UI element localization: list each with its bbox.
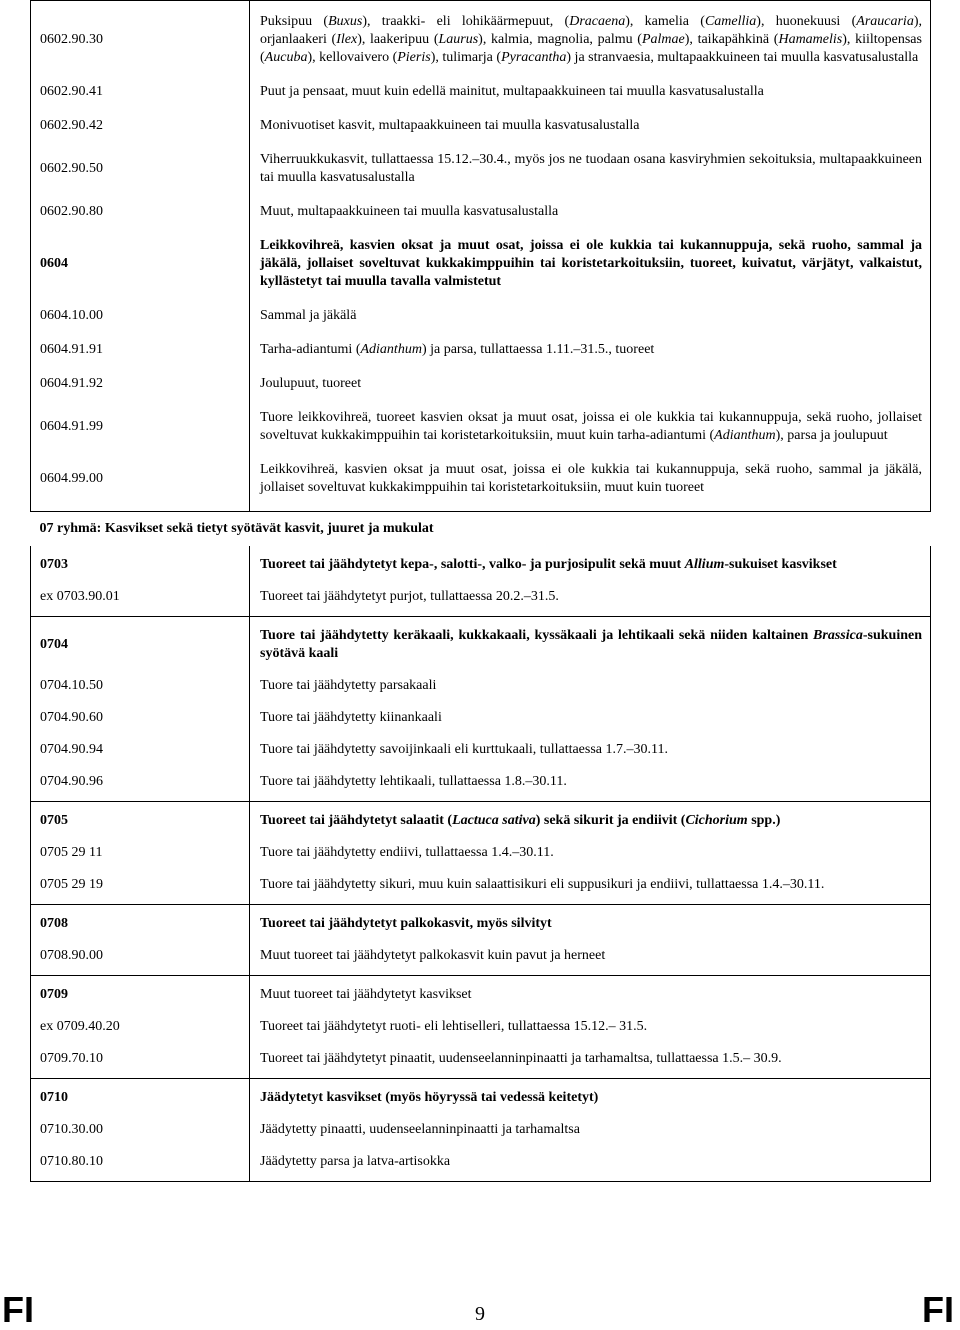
table-row — [31, 588, 931, 606]
tariff-description: Sammal ja jäkälä — [250, 307, 931, 325]
tariff-code: 0604.91.99 — [31, 409, 250, 445]
table-row — [31, 151, 931, 187]
tariff-code: 0602.90.80 — [31, 203, 250, 221]
row-spacer — [31, 791, 931, 802]
row-spacer — [31, 1079, 931, 1090]
table-row — [31, 876, 931, 894]
tariff-description: Monivuotiset kasvit, multapaakkuineen tai muulla kasvatusalustalla — [250, 117, 931, 135]
row-spacer — [31, 325, 931, 341]
row-spacer — [31, 830, 931, 844]
table-row — [31, 461, 931, 497]
table-row — [31, 307, 931, 325]
document-page — [30, 0, 930, 1182]
table-row — [31, 13, 931, 67]
row-spacer — [31, 1139, 931, 1153]
tariff-description: Tarha-adiantumi (Adianthum) ja parsa, tullattaessa 1.11.–31.5., tuoreet — [250, 341, 931, 359]
table-row — [31, 741, 931, 759]
tariff-description: Tuore tai jäähdytetty sikuri, muu kuin salaattisikuri eli suppusikuri ja endiivi, tullattaessa 1.4.–30.11. — [250, 876, 931, 894]
table-row — [31, 409, 931, 445]
page-number: 9 — [475, 1303, 485, 1325]
row-spacer — [31, 1004, 931, 1018]
tariff-description: Tuore tai jäähdytetty parsakaali — [250, 677, 931, 695]
table-row — [31, 1153, 931, 1171]
row-spacer — [31, 497, 931, 512]
tariff-code: 0710 — [31, 1089, 250, 1107]
tariff-description: Tuoreet tai jäähdytetyt pinaatit, uudenseelanninpinaatti ja tarhamaltsa, tullattaessa 1.5.– 30.9. — [250, 1050, 931, 1068]
table-row — [31, 1089, 931, 1107]
group-header: 07 ryhmä: Kasvikset sekä tietyt syötävät kasvit, juuret ja mukulat — [39, 521, 434, 536]
tariff-code: 0602.90.42 — [31, 117, 250, 135]
tariff-description: Tuore tai jäähdytetty savoijinkaali eli kurttukaali, tullattaessa 1.7.–30.11. — [250, 741, 931, 759]
table-row — [31, 812, 931, 830]
tariff-code: 0602.90.30 — [31, 13, 250, 67]
tariff-description: Tuoreet tai jäähdytetyt palkokasvit, myös silvityt — [250, 915, 931, 933]
tariff-description: Jäädytetty parsa ja latva-artisokka — [250, 1153, 931, 1171]
row-spacer — [31, 617, 931, 628]
tariff-description: Puut ja pensaat, muut kuin edellä mainitut, multapaakkuineen tai muulla kasvatusalustalla — [250, 83, 931, 101]
row-spacer — [31, 187, 931, 203]
tariff-description: Leikkovihreä, kasvien oksat ja muut osat, joissa ei ole kukkia tai kukannuppuja, sekä ruoho, sammal ja jäkälä, jollaiset soveltuvat kukkakimppuihin tai koristetarkoituksiin, muut kuin tuoreet — [250, 461, 931, 497]
table-row — [31, 1018, 931, 1036]
tariff-description: Tuoreet tai jäähdytetyt kepa-, salotti-, valko- ja purjosipulit sekä muut Allium-sukuiset kasvikset — [250, 556, 931, 574]
tariff-code: 0604.99.00 — [31, 461, 250, 497]
tariff-code: 0604.91.92 — [31, 375, 250, 393]
row-spacer — [31, 101, 931, 117]
row-spacer — [31, 574, 931, 588]
table-row — [31, 773, 931, 791]
tariff-code: 0602.90.50 — [31, 151, 250, 187]
tariff-code: 0705 — [31, 812, 250, 830]
tariff-description: Tuoreet tai jäähdytetyt ruoti- eli lehtiselleri, tullattaessa 15.12.– 31.5. — [250, 1018, 931, 1036]
table-row — [31, 341, 931, 359]
row-spacer — [31, 894, 931, 905]
tariff-code: 0703 — [31, 556, 250, 574]
tariff-code: 0704.90.94 — [31, 741, 250, 759]
tariff-code: 0704.90.96 — [31, 773, 250, 791]
table-row — [31, 709, 931, 727]
tariff-description: Viherruukkukasvit, tullattaessa 15.12.–30.4., myös jos ne tuodaan osana kasviryhmien sekoituksia, multapaakkuineen tai muulla kasvatusalustalla — [250, 151, 931, 187]
table-row — [31, 556, 931, 574]
row-spacer — [31, 1, 931, 14]
row-spacer — [31, 1171, 931, 1182]
tariff-description: Tuore tai jäähdytetty kiinankaali — [250, 709, 931, 727]
tariff-code: 0709.70.10 — [31, 1050, 250, 1068]
row-spacer — [31, 759, 931, 773]
row-spacer — [31, 359, 931, 375]
tariff-code: 0709 — [31, 986, 250, 1004]
tariff-code: ex 0709.40.20 — [31, 1018, 250, 1036]
row-spacer — [31, 933, 931, 947]
table-row — [31, 237, 931, 291]
tariff-code: 0604.10.00 — [31, 307, 250, 325]
table-row — [31, 203, 931, 221]
row-spacer — [31, 67, 931, 83]
row-spacer — [31, 1107, 931, 1121]
tariff-code: 0705 29 19 — [31, 876, 250, 894]
tariff-code: 0604 — [31, 237, 250, 291]
row-spacer — [31, 1036, 931, 1050]
table-row — [31, 947, 931, 965]
row-spacer — [31, 862, 931, 876]
table-row — [31, 1121, 931, 1139]
tariff-description: Puksipuu (Buxus), traakki- eli lohikäärmepuut, (Dracaena), kamelia (Camellia), huonekuusi (Araucaria), orjanlaakeri (Ilex), laakeripuu (Laurus), kalmia, magnolia, palmu (Palmae), taikapähkinä (Hamamelis), kiiltopensas (Aucuba), kellovaivero (Pieris), tulimarja (Pyracantha) ja stranvaesia, multapaakkuineen tai muulla kasvatusalustalla — [250, 13, 931, 67]
tariff-description: Tuoreet tai jäähdytetyt salaatit (Lactuca sativa) sekä sikurit ja endiivit (Cichorium spp.) — [250, 812, 931, 830]
row-spacer — [31, 802, 931, 813]
tariff-code: 0604.91.91 — [31, 341, 250, 359]
tariff-code: 0708 — [31, 915, 250, 933]
table-row — [31, 677, 931, 695]
footer-left-label: FI — [2, 1289, 34, 1330]
row-spacer — [31, 606, 931, 617]
tariff-description: Tuore leikkovihreä, tuoreet kasvien oksat ja muut osat, joissa ei ole kukkia tai kukannuppuja, sekä ruoho, jollaiset soveltuvat kukkakimppuihin tai koristetarkoituksiin, muut kuin tarha-adiantumi (Adianthum), parsa ja joulupuut — [250, 409, 931, 445]
table-row — [31, 844, 931, 862]
tariff-description: Jäädytetty pinaatti, uudenseelanninpinaatti ja tarhamaltsa — [250, 1121, 931, 1139]
row-spacer — [31, 393, 931, 409]
table-row — [31, 117, 931, 135]
tariff-description: Joulupuut, tuoreet — [250, 375, 931, 393]
tariff-description: Muut tuoreet tai jäähdytetyt palkokasvit kuin pavut ja herneet — [250, 947, 931, 965]
tariff-code: 0710.80.10 — [31, 1153, 250, 1171]
tariff-code: 0704.90.60 — [31, 709, 250, 727]
tariff-code: ex 0703.90.01 — [31, 588, 250, 606]
tariff-code: 0710.30.00 — [31, 1121, 250, 1139]
tariff-description: Muut tuoreet tai jäähdytetyt kasvikset — [250, 986, 931, 1004]
tariff-code: 0704.10.50 — [31, 677, 250, 695]
tariff-code: 0705 29 11 — [31, 844, 250, 862]
table-row — [31, 627, 931, 663]
tariff-code: 0602.90.41 — [31, 83, 250, 101]
tariff-description: Leikkovihreä, kasvien oksat ja muut osat, joissa ei ole kukkia tai kukannuppuja, sekä ruoho, sammal ja jäkälä, jollaiset soveltuvat kukkakimppuihin tai koristetarkoituksiin, tuoreet, kuivatut, värjätyt, valkaistut, kyllästetyt tai muulla tavalla valmistetut — [250, 237, 931, 291]
table-row — [31, 915, 931, 933]
tariff-description: Tuoreet tai jäähdytetyt purjot, tullattaessa 20.2.–31.5. — [250, 588, 931, 606]
row-spacer — [31, 663, 931, 677]
row-spacer — [31, 727, 931, 741]
tariff-description: Tuore tai jäähdytetty keräkaali, kukkakaali, kyssäkaali ja lehtikaali sekä niiden kaltainen Brassica-sukuinen syötävä kaali — [250, 627, 931, 663]
group-header-row — [31, 512, 931, 547]
row-spacer — [31, 976, 931, 987]
row-spacer — [31, 135, 931, 151]
table-row — [31, 1050, 931, 1068]
row-spacer — [31, 1068, 931, 1079]
row-spacer — [31, 546, 931, 556]
tariff-table — [30, 0, 931, 1182]
table-row — [31, 83, 931, 101]
tariff-description: Muut, multapaakkuineen tai muulla kasvatusalustalla — [250, 203, 931, 221]
row-spacer — [31, 221, 931, 237]
row-spacer — [31, 965, 931, 976]
tariff-code: 0704 — [31, 627, 250, 663]
tariff-description: Tuore tai jäähdytetty endiivi, tullattaessa 1.4.–30.11. — [250, 844, 931, 862]
tariff-description: Tuore tai jäähdytetty lehtikaali, tullattaessa 1.8.–30.11. — [250, 773, 931, 791]
tariff-code: 0708.90.00 — [31, 947, 250, 965]
table-row — [31, 986, 931, 1004]
tariff-description: Jäädytetyt kasvikset (myös höyryssä tai vedessä keitetyt) — [250, 1089, 931, 1107]
footer-right-label: FI — [922, 1289, 954, 1330]
row-spacer — [31, 445, 931, 461]
row-spacer — [31, 291, 931, 307]
row-spacer — [31, 905, 931, 916]
row-spacer — [31, 695, 931, 709]
table-row — [31, 375, 931, 393]
